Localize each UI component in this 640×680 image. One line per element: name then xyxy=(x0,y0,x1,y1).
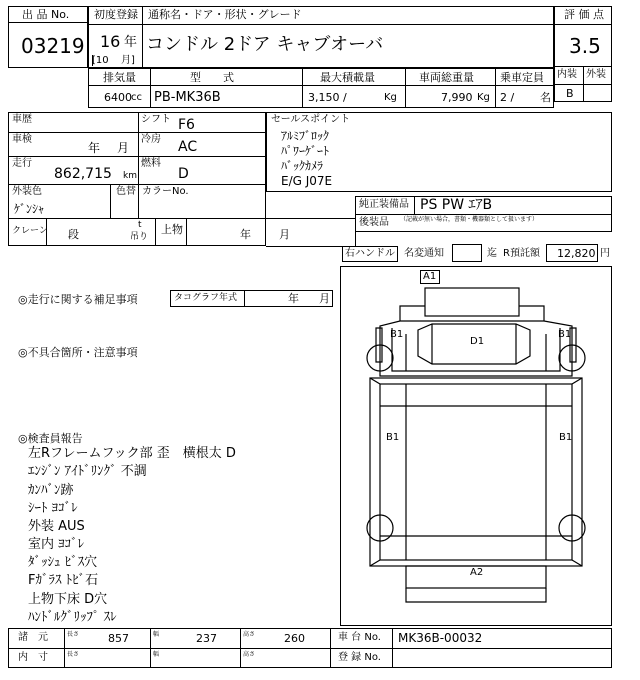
crane-stage-label: 段 xyxy=(68,228,79,241)
height: 260 xyxy=(284,632,305,645)
inspector-item-2: ｴﾝｼﾞﾝ ｱｲﾄﾞﾘﾝｸﾞ 不調 xyxy=(28,464,147,479)
diagram-d1: D1 xyxy=(470,336,485,347)
gross-weight-unit: Kg xyxy=(477,92,490,103)
inner-width-label: 幅 xyxy=(153,651,160,658)
ac-label: 冷房 xyxy=(141,134,161,145)
inspection-month: 月 xyxy=(117,141,130,155)
standard-equip-label: 純正装備品 xyxy=(359,199,409,210)
chassis-label: 車 台 No. xyxy=(338,632,381,643)
color-change-label: 色替 xyxy=(116,186,136,197)
model: PB-MK36B xyxy=(154,90,221,105)
displacement-unit: cc xyxy=(131,92,142,103)
fuel: D xyxy=(178,166,189,182)
length-label: 長さ xyxy=(67,631,80,638)
sales-point-1: ｱﾙﾐﾌﾞﾛｯｸ xyxy=(281,129,330,143)
max-load: 3,150 / xyxy=(308,91,347,104)
name-change-label: 名変通知 xyxy=(404,248,444,259)
first-reg-label: 初度登録 xyxy=(94,8,138,21)
ext-color-label: 外装色 xyxy=(12,186,42,197)
shift: F6 xyxy=(178,117,195,133)
ext-color: ｹﾞﾝｼｬ xyxy=(14,202,45,216)
standard-equip: PS PW ｴｱB xyxy=(420,197,493,213)
score-label: 評 価 点 xyxy=(564,8,604,21)
displacement: 6400 xyxy=(104,91,132,104)
gross-weight: 7,990 xyxy=(441,91,473,104)
capacity-label: 乗車定員 xyxy=(500,71,544,84)
first-reg-year-unit: 年 xyxy=(124,35,138,50)
inspector-item-9: 上物下床 D穴 xyxy=(28,592,108,607)
height-label: 高さ xyxy=(243,631,256,638)
retrofit-label: 後装品 xyxy=(359,217,389,228)
inspector-label: ◎検査員報告 xyxy=(18,432,83,445)
tachograph-year: 年 xyxy=(288,292,299,305)
defects-label: ◎不具合箇所・注意事項 xyxy=(18,346,138,359)
first-reg-month-unit: 月] xyxy=(121,55,135,66)
max-load-unit: Kg xyxy=(384,92,397,103)
model-label: 型 式 xyxy=(190,71,234,84)
name-label: 通称名・ドア・形状・グレード xyxy=(148,8,302,21)
diagram-b1-left-mid: B1 xyxy=(386,432,400,443)
capacity: 2 / xyxy=(500,91,515,104)
crane-lift-label: 吊り xyxy=(130,232,149,242)
diagram-a1: A1 xyxy=(423,271,437,282)
deck-year: 年 xyxy=(240,228,251,241)
retrofit-note: （記載が無い場合，書類・機器類として扱います） xyxy=(400,216,539,223)
mileage: 862,715 xyxy=(54,166,112,182)
registration-label: 登 録 No. xyxy=(338,652,381,663)
width: 237 xyxy=(196,632,217,645)
sales-point-3: ﾊﾞｯｸｶﾒﾗ xyxy=(281,159,324,173)
exterior-grade-label: 外装 xyxy=(586,69,606,80)
tachograph-label: タコグラフ年式 xyxy=(174,293,238,303)
yen-unit: 円 xyxy=(600,248,610,259)
crane-ton-label: t xyxy=(138,220,142,230)
crane-label: クレーン xyxy=(12,226,48,236)
max-load-label: 最大積載量 xyxy=(320,71,375,84)
inspector-item-10: ﾊﾝﾄﾞﾙｸﾞﾘｯﾌﾟ ｽﾚ xyxy=(28,610,117,625)
interior-grade-label: 内装 xyxy=(557,69,577,80)
inspector-item-7: ﾀﾞｯｼｭ ﾋﾞｽ穴 xyxy=(28,555,98,570)
inner-length-label: 長さ xyxy=(67,651,80,658)
diagram-b1-right-mid: B1 xyxy=(559,432,573,443)
chassis-no: MK36B-00032 xyxy=(398,631,483,645)
inspection-label: 車検 xyxy=(12,134,32,145)
gross-weight-label: 車両総重量 xyxy=(419,71,474,84)
color-no-label: カラーNo. xyxy=(142,186,189,197)
score: 3.5 xyxy=(569,34,601,58)
recycle-label: R預託額 xyxy=(503,248,540,259)
dims-label: 諸 元 xyxy=(18,632,48,643)
deck-label: 上物 xyxy=(161,223,183,236)
diagram-a2: A2 xyxy=(470,567,484,578)
inspector-item-3: ｶﾝﾊﾞﾝ跡 xyxy=(28,483,74,498)
inspector-item-4: ｼｰﾄ ﾖｺﾞﾚ xyxy=(28,501,78,516)
inner-height-label: 高さ xyxy=(243,651,256,658)
displacement-label: 排気量 xyxy=(103,71,136,84)
inspector-item-1: 左Rフレームフック部 歪 横根太 D xyxy=(28,446,236,461)
first-reg-month: [10 xyxy=(92,55,109,66)
lot-no-label: 出 品 No. xyxy=(22,8,70,21)
inspector-item-6: 室内 ﾖｺﾞﾚ xyxy=(28,537,85,552)
interior-grade: B xyxy=(566,87,574,100)
shift-label: シフト xyxy=(141,114,171,125)
diagram-b1-right-top: B1 xyxy=(558,329,572,340)
vehicle-title: コンドル 2ドア キャブオーバ xyxy=(146,34,384,55)
name-change-box xyxy=(452,244,482,262)
inspector-item-8: Fｶﾞﾗｽ ﾄﾋﾞ石 xyxy=(28,573,99,588)
sales-points-label: セールスポイント xyxy=(271,114,351,125)
lot-no: 03219 xyxy=(21,34,85,58)
length: 857 xyxy=(108,632,129,645)
mileage-label: 走行 xyxy=(12,158,32,169)
inner-dims-label: 内 寸 xyxy=(18,652,48,663)
capacity-unit: 名 xyxy=(540,91,551,104)
fuel-label: 燃料 xyxy=(141,158,161,169)
inspector-item-5: 外装 AUS xyxy=(28,519,85,534)
diagram-b1-left-top: B1 xyxy=(390,329,404,340)
width-label: 幅 xyxy=(153,631,160,638)
rhd-label: 右ハンドル xyxy=(345,248,395,259)
sales-point-4: E/G J07E xyxy=(281,174,333,188)
deck-month: 月 xyxy=(279,228,290,241)
ac: AC xyxy=(178,139,198,155)
sales-point-2: ﾊﾟﾜｰｹﾞｰﾄ xyxy=(281,144,330,158)
driving-notes-label: ◎走行に関する補足事項 xyxy=(18,293,138,306)
first-reg-year: 16 xyxy=(100,32,121,51)
deadline-label: 迄 xyxy=(487,248,497,259)
mileage-unit: km xyxy=(123,171,137,181)
history-label: 車歴 xyxy=(12,114,32,125)
recycle-amount: 12,820 xyxy=(557,247,596,260)
inspection-year: 年 xyxy=(88,141,101,155)
tachograph-month: 月 xyxy=(319,292,330,305)
